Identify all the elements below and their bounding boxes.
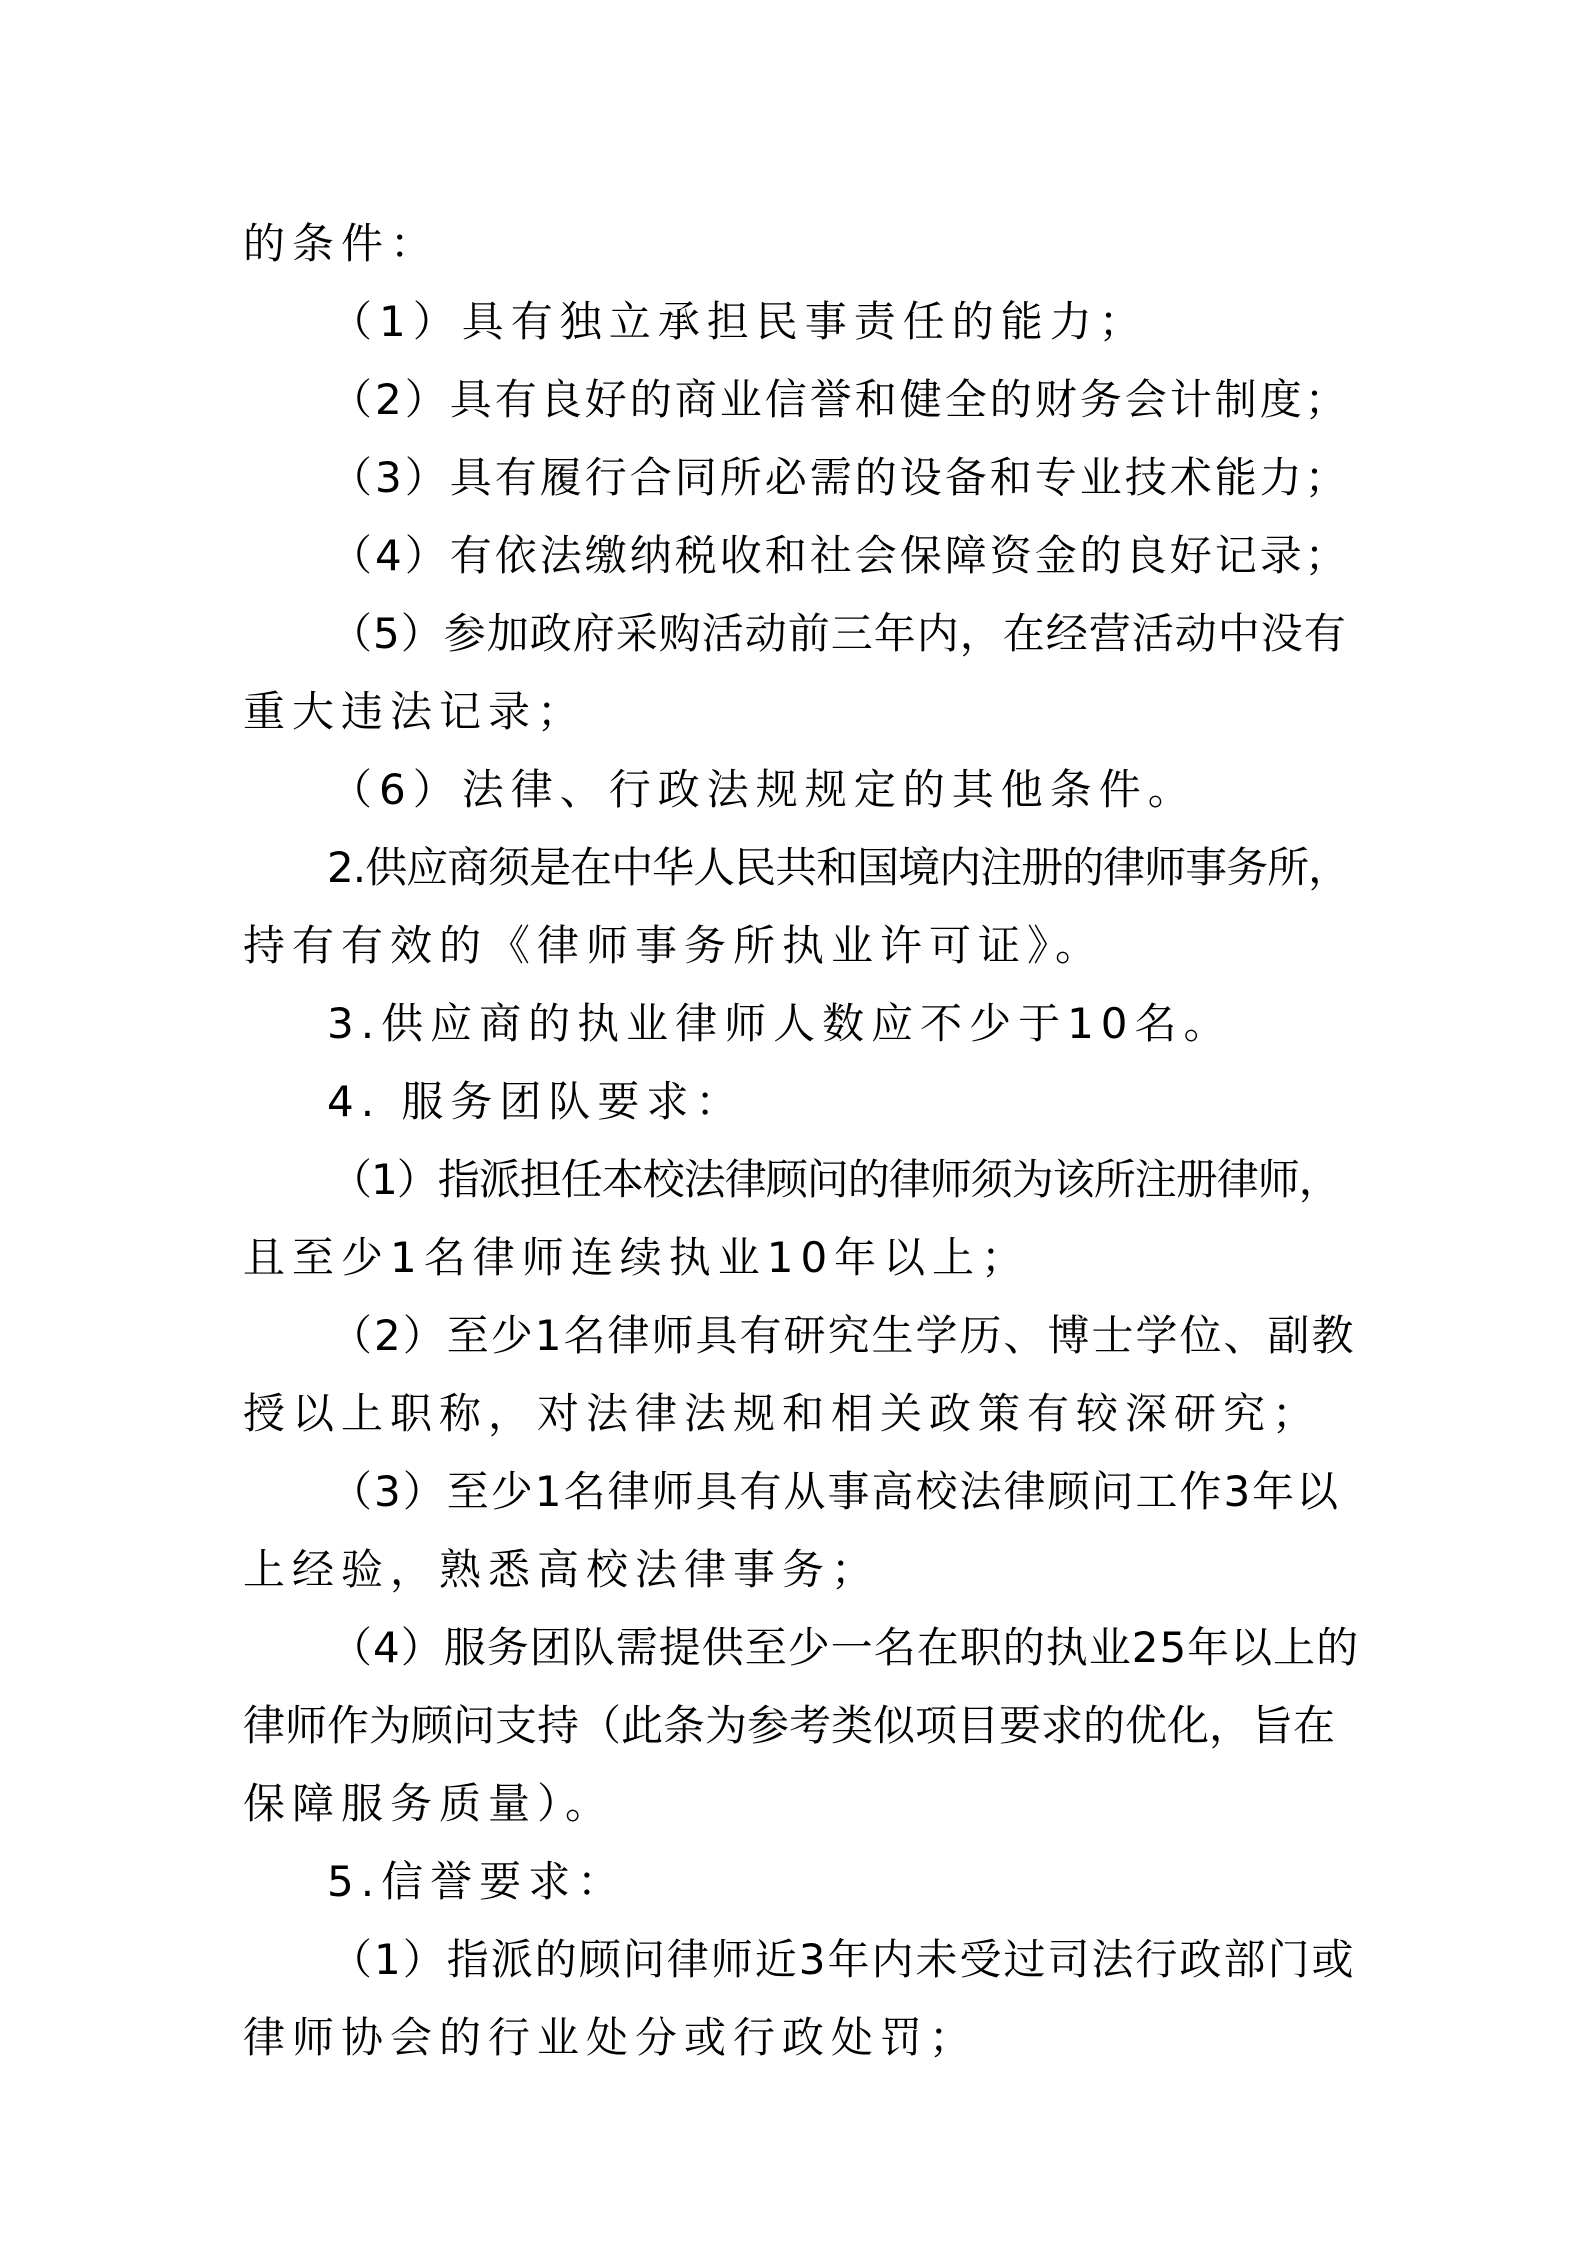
text-line: （2）至少1名律师具有研究生学历、博士学位、副教: [330, 1311, 1356, 1360]
text-line: （2）具有良好的商业信誉和健全的财务会计制度；: [330, 375, 1350, 424]
text-line: （1）指派担任本校法律顾问的律师须为该所注册律师，: [330, 1155, 1340, 1204]
text-line: 4. 服务团队要求：: [327, 1077, 745, 1126]
text-line: 的条件：: [243, 219, 440, 268]
text-line: 保障服务质量）。: [243, 1779, 615, 1828]
text-line: 律师作为顾问支持（此条为参考类似项目要求的优化，旨在: [243, 1701, 1336, 1750]
text-line: （4）服务团队需提供至少一名在职的执业25年以上的: [330, 1623, 1360, 1672]
text-line: （4）有依法缴纳税收和社会保障资金的良好记录；: [330, 531, 1350, 580]
text-line: 且至少1名律师连续执业10年以上；: [243, 1233, 1031, 1282]
text-line: 律师协会的行业处分或行政处罚；: [243, 2013, 979, 2062]
text-line: 上经验，熟悉高校法律事务；: [243, 1545, 881, 1594]
text-line: 3.供应商的执业律师人数应不少于10名。: [327, 999, 1233, 1048]
text-line: 5.信誉要求：: [327, 1857, 627, 1906]
text-line: （3）具有履行合同所必需的设备和专业技术能力；: [330, 453, 1350, 502]
text-line: 授以上职称，对法律法规和相关政策有较深研究；: [243, 1389, 1322, 1438]
text-line: （3）至少1名律师具有从事高校法律顾问工作3年以: [330, 1467, 1341, 1516]
text-line: 重大违法记录；: [243, 687, 587, 736]
text-line: （6）法律、行政法规规定的其他条件。: [330, 765, 1197, 814]
text-line: （5）参加政府采购活动前三年内，在经营活动中没有: [330, 609, 1347, 658]
text-line: （1）具有独立承担民事责任的能力；: [330, 297, 1148, 346]
text-line: （1）指派的顾问律师近3年内未受过司法行政部门或: [330, 1935, 1356, 1984]
text-line: 2.供应商须是在中华人民共和国境内注册的律师事务所，: [327, 843, 1350, 892]
text-line: 持有有效的《律师事务所执业许可证》。: [243, 921, 1105, 970]
